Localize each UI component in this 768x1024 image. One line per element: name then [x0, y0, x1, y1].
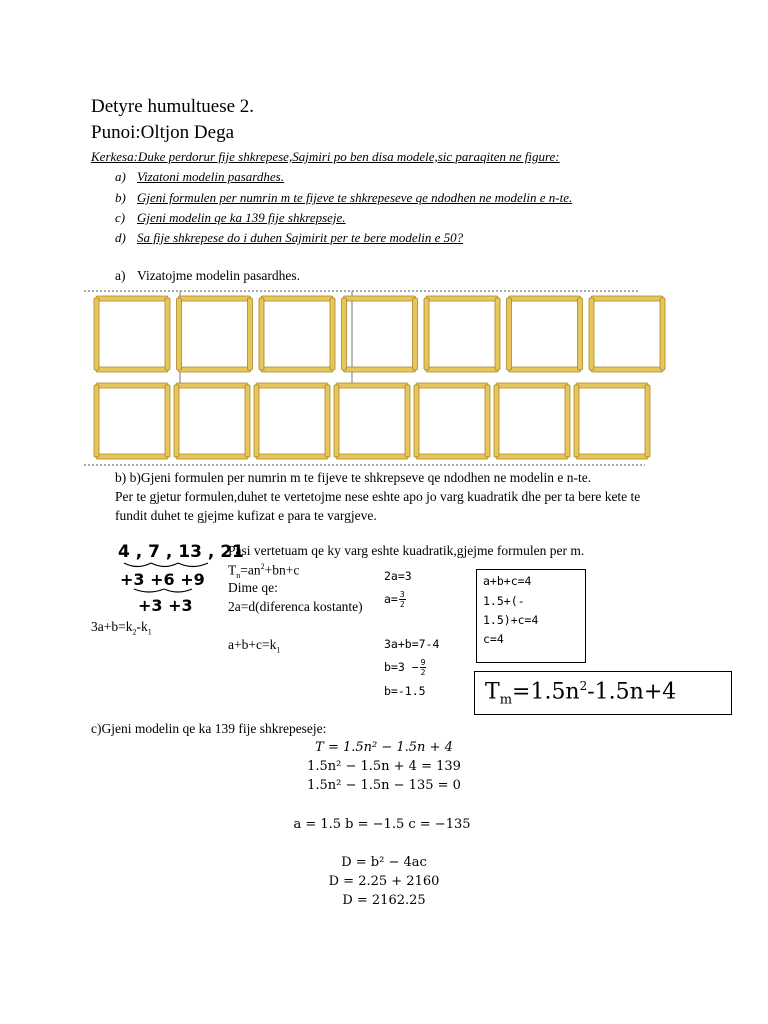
task-item-label: a) — [115, 169, 126, 184]
task-item-text: Gjeni modelin qe ka 139 fije shkrepseje. — [137, 210, 346, 225]
calc-2a: 2a=3 — [384, 569, 412, 583]
result-formula: $T_m=1.5n^2-1.5n+4$ — [485, 679, 677, 708]
calc-b: b=3 − $\frac{9}{2}$ — [384, 658, 426, 677]
task-intro: Kerkesa:Duke perdorur fije shkrepese,Sajmiri po ben disa modele,sic paraqiten ne figure: — [91, 149, 560, 164]
part-b-line2: Per te gjetur formulen,duhet te vertetojme nese eshte apo jo varg kuadratik dhe per ta bere kete te — [115, 489, 641, 504]
task-item-label: c) — [115, 210, 126, 225]
part-b-line3: fundit duhet te gjejme kufizat e para te vargjeve. — [115, 508, 377, 523]
sequence-terms: 4 , 7 , 13 , 21 — [118, 542, 244, 562]
calc-a: a= $\frac{3}{2}$ — [384, 590, 405, 609]
task-item-text: Sa fije shkrepese do i duhen Sajmirit per te bere modelin e 50? — [137, 230, 464, 245]
box-line: 1.5)+c=4 — [483, 613, 539, 627]
part-c-eq1: T = 1.5n² − 1.5n + 4 — [315, 740, 453, 755]
second-differences: +3 +3 — [138, 596, 193, 615]
part-c-coefficients: a = 1.5 b = −1.5 c = −135 — [293, 817, 471, 832]
part-c-disc2: D = 2.25 + 2160 — [328, 874, 440, 889]
part-c-eq2: 1.5n² − 1.5n + 4 = 139 — [307, 759, 461, 774]
part-b-line1: b) b)Gjeni formulen per numrin m te fijeve te shkrepseve qe ndodhen ne modelin e n-te. — [115, 470, 592, 485]
tn-formula: $T_n=an^2+bn+c$ — [228, 562, 300, 581]
part-a-label: a) — [115, 268, 126, 283]
page-title: Detyre humultuese 2. — [91, 96, 255, 117]
part-a-text: Vizatojme modelin pasardhes. — [137, 268, 301, 283]
box-line: 1.5+(- — [483, 594, 525, 608]
box-line: a+b+c=4 — [483, 574, 532, 588]
calc-3ab: 3a+b=7-4 — [384, 637, 440, 651]
dime-qe: Dime qe: — [228, 580, 278, 595]
task-item-text: Gjeni formulen per numrin m te fijeve te shkrepeseve qe ndodhen ne modelin e n-te. — [137, 190, 573, 205]
task-item-label: b) — [115, 190, 126, 205]
first-differences: +3 +6 +9 — [120, 570, 205, 589]
part-c-heading: c)Gjeni modelin qe ka 139 fije shkrepeseje: — [91, 721, 327, 736]
proved-statement: Pasi vertetuam qe ky varg eshte kuadratik,gjejme formulen per m. — [228, 543, 585, 558]
box-line: c=4 — [483, 632, 504, 646]
eq-3a-b: $3a+b=k_2-k_1$ — [91, 619, 152, 637]
author-line: Punoi:Oltjon Dega — [91, 122, 235, 143]
abc-k1: $a+b+c=k_1$ — [228, 637, 281, 655]
part-c-disc1: D = b² − 4ac — [341, 855, 427, 870]
two-a-d: 2a=d(diferenca kostante) — [228, 599, 363, 614]
calc-b-value: b=-1.5 — [384, 684, 426, 698]
part-c-eq3: 1.5n² − 1.5n − 135 = 0 — [307, 778, 461, 793]
task-item-label: d) — [115, 230, 126, 245]
result-formula-box — [474, 671, 732, 715]
part-c-disc3: D = 2162.25 — [342, 893, 426, 908]
task-item-text: Vizatoni modelin pasardhes. — [137, 169, 284, 184]
